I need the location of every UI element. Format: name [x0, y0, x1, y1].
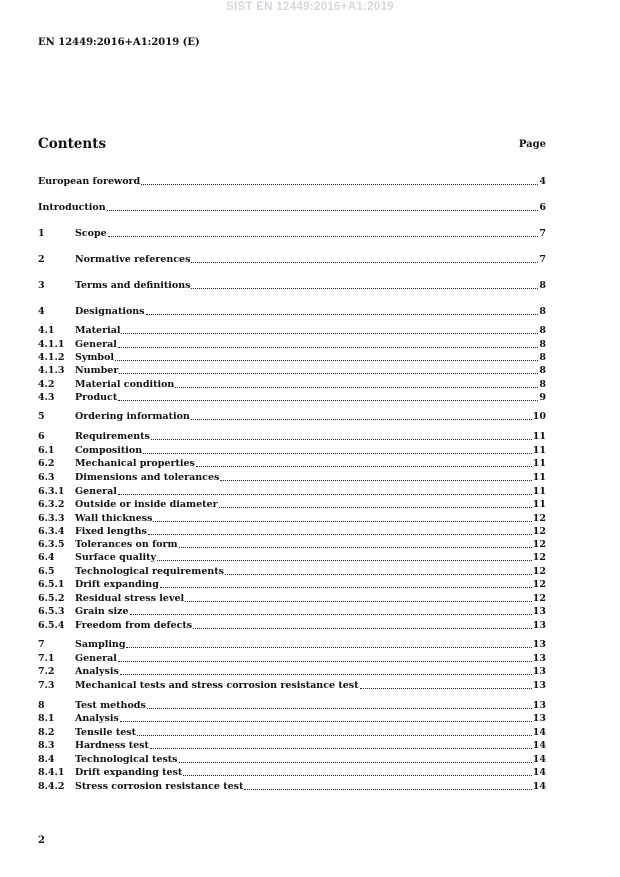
toc-entry-title: Grain size: [75, 606, 129, 617]
toc-entry-page: 11: [532, 445, 546, 456]
toc-entry[interactable]: [38, 639, 546, 651]
toc-entry-number: 6.4: [38, 552, 55, 563]
toc-dot-leader: [108, 236, 539, 237]
toc-entry-page: 13: [532, 620, 546, 631]
toc-dot-leader: [193, 628, 532, 629]
watermark-text: SIST EN 12449:2016+A1:2019: [226, 1, 394, 13]
toc-entry[interactable]: [38, 176, 546, 188]
toc-entry-page: 8: [539, 352, 546, 363]
toc-entry-title: General: [75, 486, 117, 497]
toc-entry-title: Test methods: [75, 700, 146, 711]
toc-dot-leader: [244, 789, 531, 790]
toc-entry-page: 13: [532, 700, 546, 711]
toc-entry-page: 8: [539, 325, 546, 336]
toc-entry[interactable]: [38, 306, 546, 318]
toc-dot-leader: [146, 314, 539, 315]
toc-entry[interactable]: [38, 472, 546, 484]
toc-entry-page: 11: [532, 472, 546, 483]
toc-entry-title: Designations: [75, 306, 145, 317]
toc-entry[interactable]: [38, 392, 546, 404]
toc-entry-number: 8.3: [38, 740, 55, 751]
toc-entry-page: 8: [539, 280, 546, 291]
toc-entry-number: 4.1: [38, 325, 55, 336]
toc-entry-number: 6.3.2: [38, 499, 65, 510]
toc-dot-leader: [175, 387, 538, 388]
toc-dot-leader: [157, 560, 532, 561]
toc-entry-title: Drift expanding: [75, 579, 159, 590]
toc-entry-page: 11: [532, 431, 546, 442]
toc-entry[interactable]: [38, 700, 546, 712]
toc-dot-leader: [119, 373, 538, 374]
toc-entry-page: 13: [532, 713, 546, 724]
toc-entry[interactable]: [38, 767, 546, 779]
toc-entry-title: Material: [75, 325, 121, 336]
toc-entry[interactable]: [38, 379, 546, 391]
toc-entry-number: 6: [38, 431, 45, 442]
page-column-label: Page: [518, 139, 546, 150]
toc-entry-title: Hardness test: [75, 740, 149, 751]
toc-entry-page: 8: [539, 339, 546, 350]
toc-entry-number: 4.2: [38, 379, 55, 390]
toc-dot-leader: [121, 333, 538, 334]
toc-entry-page: 12: [532, 513, 546, 524]
toc-entry-title: Normative references: [75, 254, 191, 265]
toc-entry-number: 6.2: [38, 458, 55, 469]
toc-entry-number: 6.3.4: [38, 526, 65, 537]
toc-entry-title: Scope: [75, 228, 107, 239]
toc-entry-number: 6.1: [38, 445, 55, 456]
toc-entry-number: 6.3.5: [38, 539, 65, 550]
toc-entry[interactable]: [38, 513, 546, 525]
toc-dot-leader: [160, 587, 532, 588]
toc-entry-number: 6.5: [38, 566, 55, 577]
toc-entry[interactable]: [38, 566, 546, 578]
toc-entry-number: 1: [38, 228, 45, 239]
toc-entry-title: Dimensions and tolerances: [75, 472, 220, 483]
toc-entry-number: 7: [38, 639, 45, 650]
toc-entry-number: 7.3: [38, 680, 55, 691]
page-number: 2: [38, 835, 45, 846]
toc-dot-leader: [126, 647, 531, 648]
toc-entry-page: 7: [539, 228, 546, 239]
toc-entry[interactable]: [38, 754, 546, 766]
toc-entry-page: 14: [532, 781, 546, 792]
toc-entry-title: European foreword: [38, 176, 141, 187]
toc-entry-page: 12: [532, 566, 546, 577]
toc-entry-page: 8: [539, 379, 546, 390]
toc-entry[interactable]: [38, 666, 546, 678]
toc-dot-leader: [118, 347, 538, 348]
toc-dot-leader: [219, 507, 532, 508]
toc-dot-leader: [225, 574, 532, 575]
toc-entry-title: Introduction: [38, 202, 106, 213]
toc-dot-leader: [141, 184, 538, 185]
toc-entry-number: 4.1.2: [38, 352, 65, 363]
toc-dot-leader: [120, 721, 532, 722]
toc-dot-leader: [143, 453, 532, 454]
toc-entry-number: 8.4.2: [38, 781, 65, 792]
toc-entry[interactable]: [38, 486, 546, 498]
toc-entry-page: 10: [532, 411, 546, 422]
toc-entry-page: 4: [539, 176, 546, 187]
toc-entry-number: 6.5.1: [38, 579, 65, 590]
toc-entry-title: Composition: [75, 445, 143, 456]
toc-entry[interactable]: [38, 653, 546, 665]
toc-dot-leader: [118, 661, 532, 662]
toc-entry-title: Outside or inside diameter: [75, 499, 218, 510]
toc-entry-page: 13: [532, 653, 546, 664]
toc-dot-leader: [150, 748, 532, 749]
toc-entry-title: Material condition: [75, 379, 175, 390]
toc-entry-title: Tensile test: [75, 727, 137, 738]
toc-entry[interactable]: [38, 606, 546, 618]
toc-dot-leader: [118, 400, 538, 401]
toc-dot-leader: [120, 674, 532, 675]
toc-entry-title: General: [75, 339, 117, 350]
toc-entry[interactable]: [38, 781, 546, 793]
toc-entry-page: 12: [532, 539, 546, 550]
toc-entry-number: 6.5.4: [38, 620, 65, 631]
toc-entry-page: 14: [532, 740, 546, 751]
toc-entry-title: Ordering information: [75, 411, 190, 422]
toc-dot-leader: [137, 735, 532, 736]
toc-entry-number: 8.1: [38, 713, 55, 724]
toc-entry-number: 6.3.1: [38, 486, 65, 497]
toc-entry-page: 11: [532, 499, 546, 510]
toc-dot-leader: [130, 614, 532, 615]
toc-entry-page: 6: [539, 202, 546, 213]
toc-entry-title: General: [75, 653, 117, 664]
toc-entry[interactable]: [38, 202, 546, 214]
toc-entry[interactable]: [38, 740, 546, 752]
toc-dot-leader: [179, 547, 532, 548]
toc-entry-page: 8: [539, 365, 546, 376]
toc-entry[interactable]: [38, 431, 546, 443]
toc-entry-page: 12: [532, 552, 546, 563]
toc-dot-leader: [360, 688, 532, 689]
toc-entry[interactable]: [38, 727, 546, 739]
toc-dot-leader: [153, 521, 531, 522]
toc-entry-number: 5: [38, 411, 45, 422]
toc-entry-number: 7.1: [38, 653, 55, 664]
toc-entry-page: 8: [539, 306, 546, 317]
toc-entry-title: Terms and definitions: [75, 280, 191, 291]
toc-entry-page: 14: [532, 754, 546, 765]
toc-entry-title: Fixed lengths: [75, 526, 147, 537]
toc-entry[interactable]: [38, 228, 546, 240]
toc-entry[interactable]: [38, 552, 546, 564]
toc-entry[interactable]: [38, 526, 546, 538]
toc-entry-number: 4.1.3: [38, 365, 65, 376]
toc-entry-page: 11: [532, 458, 546, 469]
toc-entry-title: Residual stress level: [75, 593, 185, 604]
toc-dot-leader: [191, 262, 538, 263]
toc-entry-title: Requirements: [75, 431, 150, 442]
toc-entry-title: Technological requirements: [75, 566, 225, 577]
toc-dot-leader: [148, 534, 532, 535]
toc-entry[interactable]: [38, 593, 546, 605]
toc-entry-number: 6.3: [38, 472, 55, 483]
toc-entry-title: Mechanical tests and stress corrosion resistance test: [75, 680, 359, 691]
toc-entry-page: 11: [532, 486, 546, 497]
toc-dot-leader: [118, 494, 532, 495]
contents-heading: Contents: [38, 136, 107, 152]
toc-entry-number: 6.5.3: [38, 606, 65, 617]
toc-entry[interactable]: [38, 339, 546, 351]
toc-dot-leader: [115, 360, 538, 361]
toc-dot-leader: [107, 210, 539, 211]
toc-entry-title: Freedom from defects: [75, 620, 193, 631]
toc-entry[interactable]: [38, 280, 546, 292]
toc-entry-number: 3: [38, 280, 45, 291]
toc-entry-title: Drift expanding test: [75, 767, 183, 778]
toc-entry[interactable]: [38, 365, 546, 377]
toc-entry-number: 8.4.1: [38, 767, 65, 778]
toc-entry[interactable]: [38, 499, 546, 511]
document-identifier: EN 12449:2016+A1:2019 (E): [38, 37, 200, 48]
toc-dot-leader: [191, 288, 538, 289]
toc-entry[interactable]: [38, 579, 546, 591]
toc-entry-title: Mechanical properties: [75, 458, 195, 469]
toc-entry[interactable]: [38, 539, 546, 551]
toc-entry-number: 8: [38, 700, 45, 711]
toc-dot-leader: [147, 708, 532, 709]
toc-entry[interactable]: [38, 445, 546, 457]
toc-entry-page: 12: [532, 593, 546, 604]
toc-entry-number: 7.2: [38, 666, 55, 677]
toc-entry-page: 14: [532, 727, 546, 738]
toc-dot-leader: [191, 419, 532, 420]
toc-entry-title: Product: [75, 392, 118, 403]
toc-dot-leader: [196, 466, 532, 467]
toc-entry[interactable]: [38, 352, 546, 364]
toc-entry-title: Surface quality: [75, 552, 156, 563]
toc-entry-title: Tolerances on form: [75, 539, 178, 550]
toc-entry-page: 7: [539, 254, 546, 265]
toc-entry-title: Stress corrosion resistance test: [75, 781, 244, 792]
toc-entry-page: 13: [532, 666, 546, 677]
toc-entry-page: 13: [532, 606, 546, 617]
toc-entry-title: Analysis: [75, 713, 119, 724]
toc-entry-title: Technological tests: [75, 754, 178, 765]
toc-entry[interactable]: [38, 620, 546, 632]
toc-entry-page: 13: [532, 680, 546, 691]
toc-dot-leader: [183, 775, 531, 776]
toc-entry-number: 4: [38, 306, 45, 317]
toc-dot-leader: [185, 601, 532, 602]
toc-entry-page: 12: [532, 526, 546, 537]
toc-dot-leader: [179, 762, 532, 763]
toc-entry-number: 8.4: [38, 754, 55, 765]
toc-entry[interactable]: [38, 254, 546, 266]
toc-entry[interactable]: [38, 411, 546, 423]
toc-entry-page: 9: [539, 392, 546, 403]
toc-entry-title: Wall thickness: [75, 513, 153, 524]
toc-entry-number: 6.3.3: [38, 513, 65, 524]
toc-entry-title: Sampling: [75, 639, 126, 650]
toc-entry[interactable]: [38, 325, 546, 337]
toc-dot-leader: [151, 439, 532, 440]
toc-entry-title: Symbol: [75, 352, 115, 363]
toc-entry[interactable]: [38, 713, 546, 725]
toc-entry-page: 14: [532, 767, 546, 778]
toc-dot-leader: [220, 480, 531, 481]
toc-entry[interactable]: [38, 680, 546, 692]
toc-entry-number: 4.3: [38, 392, 55, 403]
toc-entry[interactable]: [38, 458, 546, 470]
toc-entry-page: 13: [532, 639, 546, 650]
toc-entry-number: 2: [38, 254, 45, 265]
toc-entry-number: 8.2: [38, 727, 55, 738]
toc-entry-number: 4.1.1: [38, 339, 65, 350]
toc-entry-title: Analysis: [75, 666, 119, 677]
toc-entry-number: 6.5.2: [38, 593, 65, 604]
toc-entry-page: 12: [532, 579, 546, 590]
toc-entry-title: Number: [75, 365, 119, 376]
